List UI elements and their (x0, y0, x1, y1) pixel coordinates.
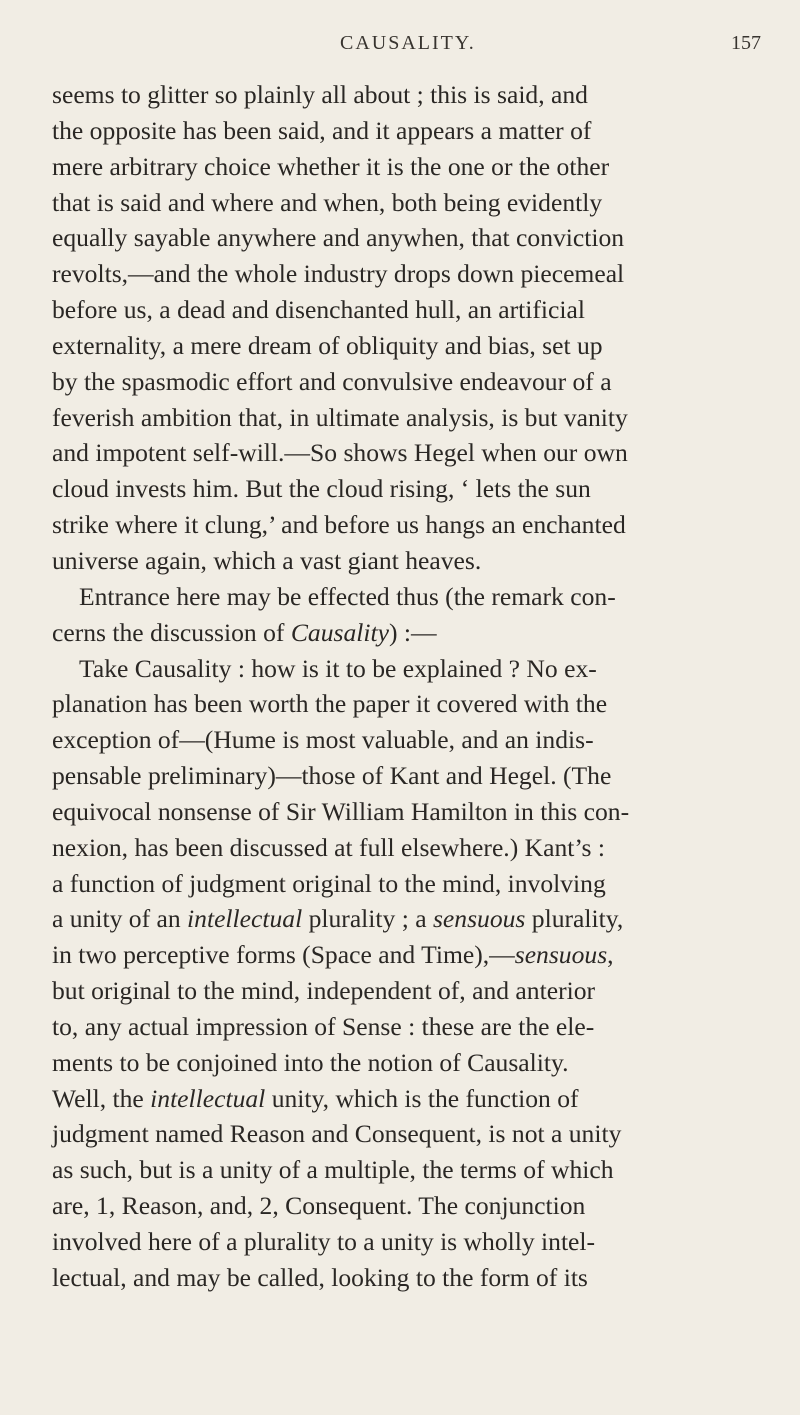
text-segment: by the spasmodic effort and convulsive endeavour of a (52, 366, 612, 396)
text-segment: ments to be conjoined into the notion of Causality. (52, 1047, 569, 1077)
text-segment: externality, a mere dream of obliquity and bias, set up (52, 330, 603, 360)
text-segment: pensable preliminary)—those of Kant and Hegel. (The (52, 761, 612, 791)
text-line (52, 220, 760, 256)
text-segment: a unity of an (52, 904, 188, 934)
text-line (52, 830, 760, 866)
text-line (52, 364, 760, 400)
text-line (52, 973, 760, 1009)
text-line (52, 435, 760, 471)
text-line (52, 1045, 760, 1081)
text-line (52, 149, 760, 185)
text-segment: cerns the discussion of (52, 617, 291, 647)
text-line (52, 758, 760, 794)
text-segment: exception of—(Hume is most valuable, and an indis- (52, 725, 594, 755)
text-segment: equivocal nonsense of Sir William Hamilton in this con- (52, 796, 630, 826)
text-segment: are, 1, Reason, and, 2, Consequent. The conjunction (52, 1191, 586, 1221)
text-line (52, 328, 760, 364)
text-line (52, 185, 760, 221)
text-line (52, 1116, 760, 1152)
text-line (52, 256, 760, 292)
text-line (52, 1009, 760, 1045)
text-line (52, 77, 760, 113)
page-number: 157 (731, 32, 761, 54)
text-line (52, 543, 760, 579)
text-segment: a function of judgment original to the mind, involving (52, 868, 606, 898)
text-line (52, 400, 760, 436)
text-line (52, 579, 760, 615)
text-segment: nexion, has been discussed at full elsewhere.) Kant’s : (52, 832, 605, 862)
text-segment: universe again, which a vast giant heaves. (52, 545, 482, 575)
text-segment: lectual, and may be called, looking to the form of its (52, 1262, 588, 1292)
text-segment: plurality ; a (302, 904, 433, 934)
text-segment: unity, which is the function of (265, 1083, 579, 1113)
text-segment: Entrance here may be effected thus (the remark con- (79, 581, 616, 611)
text-segment: feverish ambition that, in ultimate analysis, is but vanity (52, 402, 628, 432)
text-line (52, 1188, 760, 1224)
text-segment: Take Causality : how is it to be explained ? No ex- (79, 653, 597, 683)
text-segment: involved here of a plurality to a unity is wholly intel- (52, 1227, 596, 1256)
italic-text: sensuous (432, 904, 526, 934)
text-line (52, 937, 760, 973)
text-segment: before us, a dead and disenchanted hull, an artificial (52, 295, 585, 325)
text-segment: as such, but is a unity of a multiple, the terms of which (52, 1155, 614, 1185)
page-title: CAUSALITY. (340, 32, 476, 54)
text-segment: ) :— (388, 617, 437, 647)
text-line (52, 615, 760, 651)
text-line (52, 722, 760, 758)
text-line (52, 794, 760, 830)
text-segment: , (607, 940, 614, 970)
text-line (52, 901, 760, 937)
italic-text: Causality (290, 617, 389, 647)
italic-text: intellectual (150, 1083, 266, 1113)
text-segment: revolts,—and the whole industry drops down piecemeal (52, 259, 625, 289)
text-segment: strike where it clung,’ and before us hangs an enchanted (52, 510, 626, 540)
running-head (0, 20, 800, 60)
text-segment: the opposite has been said, and it appears a matter of (52, 115, 592, 145)
text-line (52, 1224, 760, 1260)
text-segment: equally sayable anywhere and anywhen, that conviction (52, 223, 625, 253)
text-segment: seems to glitter so plainly all about ; this is said, and (52, 80, 588, 109)
text-segment: and impotent self-will.—So shows Hegel when our own (52, 438, 628, 468)
body-text (52, 77, 760, 1296)
text-segment: judgment named Reason and Consequent, is not a unity (52, 1119, 622, 1149)
text-segment: Well, the (52, 1083, 151, 1113)
text-segment: planation has been worth the paper it covered with the (52, 689, 608, 719)
text-line (52, 292, 760, 328)
text-line (52, 1081, 760, 1117)
text-line (52, 471, 760, 507)
text-line (52, 866, 760, 902)
text-line (52, 507, 760, 543)
italic-text: intellectual (187, 904, 303, 934)
text-line (52, 1260, 760, 1296)
text-segment: cloud invests him. But the cloud rising, ‘ lets the sun (52, 474, 591, 504)
text-line (52, 651, 760, 687)
text-line (52, 113, 760, 149)
text-line (52, 686, 760, 722)
text-segment: mere arbitrary choice whether it is the one or the other (52, 151, 610, 181)
text-segment: to, any actual impression of Sense : these are the ele- (52, 1011, 595, 1041)
text-segment: plurality, (525, 904, 624, 934)
italic-text: sensuous (514, 940, 608, 970)
text-segment: that is said and where and when, both being evidently (52, 187, 603, 217)
text-segment: in two perceptive forms (Space and Time),— (52, 940, 515, 970)
text-segment: but original to the mind, independent of, and anterior (52, 976, 596, 1006)
text-line (52, 1152, 760, 1188)
